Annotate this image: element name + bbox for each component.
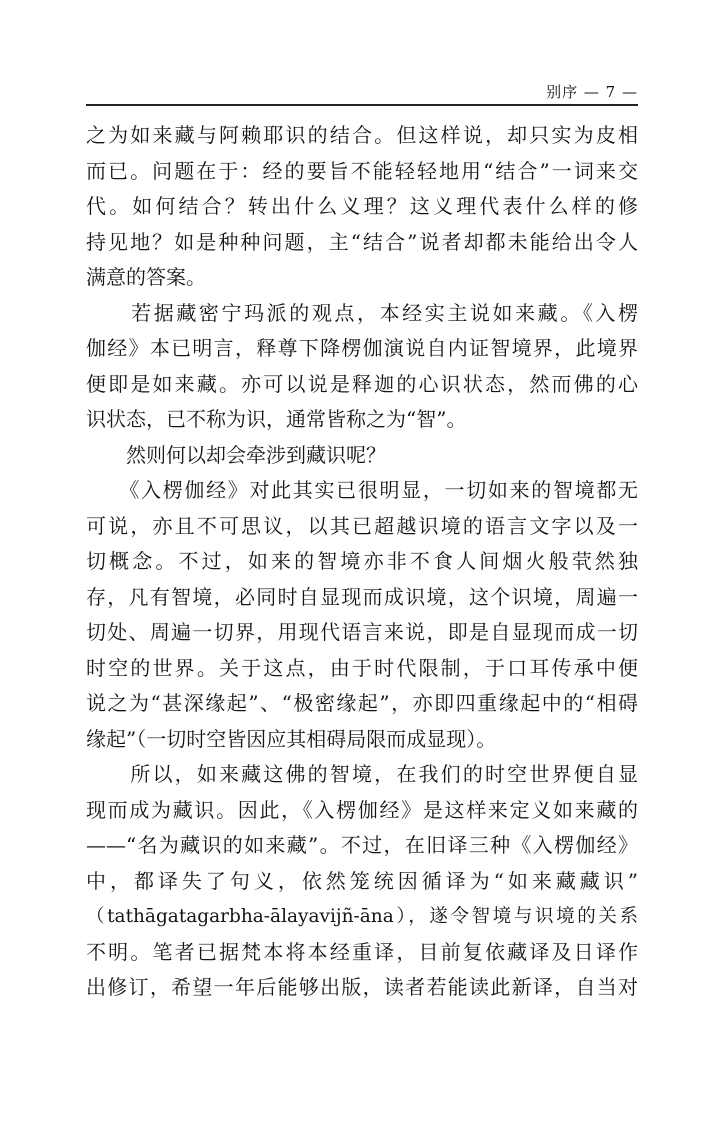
header-rule <box>86 104 638 106</box>
text-line: 说之为“甚深缘起”、“极密缘起”，亦即四重缘起中的“相碍 <box>86 691 638 715</box>
text-line: 便即是如来藏。亦可以说是释迦的心识状态，然而佛的心 <box>86 371 638 396</box>
running-head: 别序 — 7 — <box>546 83 638 101</box>
text-line: 若据藏密宁玛派的观点，本经实主说如来藏。《入楞 <box>86 300 638 325</box>
text-line: 然则何以却会牵涉到藏识呢？ <box>86 442 386 467</box>
text-line: （tathāgatagarbha-ālayavijñ-āna），遂令智境与识境的关系 <box>86 906 638 927</box>
body-text <box>86 118 638 1006</box>
text-line: 《入楞伽经》对此其实已很明显，一切如来的智境都无 <box>86 478 638 502</box>
text-line: 缘起”（一切时空皆因应其相碍局限而成显现）。 <box>86 726 497 751</box>
text-line: 之为如来藏与阿赖耶识的结合。但这样说，却只实为皮相 <box>86 123 638 147</box>
text-line: 代。如何结合？转出什么义理？这义理代表什么样的修 <box>86 194 638 218</box>
text-line: 切处、周遍一切界，用现代语言来说，即是自显现而成一切 <box>86 620 638 644</box>
text-line: 而已。问题在于：经的要旨不能轻轻地用“结合”一词来交 <box>86 158 638 183</box>
text-line: ——“名为藏识的如来藏”。不过，在旧译三种《入楞伽经》 <box>86 833 638 857</box>
text-line: 伽经》本已明言，释尊下降楞伽演说自内证智境界，此境界 <box>86 336 638 360</box>
text-line: 识状态，已不称为识，通常皆称之为“智”。 <box>86 407 467 431</box>
text-line: 现而成为藏识。因此，《入楞伽经》是这样来定义如来藏的 <box>86 797 638 822</box>
text-line: 不明。笔者已据梵本将本经重译，目前复依藏译及日译作 <box>86 939 638 964</box>
text-line: 持见地？如是种种问题，主“结合”说者却都未能给出令人 <box>86 229 638 254</box>
text-line: 切概念。不过，如来的智境亦非不食人间烟火般茕然独 <box>86 549 638 573</box>
text-line: 出修订，希望一年后能够出版，读者若能读此新译，自当对 <box>86 975 638 999</box>
text-line: 时空的世界。关于这点，由于时代限制，于口耳传承中便 <box>86 655 638 680</box>
text-line: 可说，亦且不可思议，以其已超越识境的语言文字以及一 <box>86 513 638 538</box>
text-line: 中，都译失了句义，依然笼统因循译为“如来藏藏识” <box>86 868 638 893</box>
text-line: 所以，如来藏这佛的智境，在我们的时空世界便自显 <box>86 762 638 786</box>
text-line: 满意的答案。 <box>86 265 206 289</box>
text-line: 存，凡有智境，必同时自显现而成识境，这个识境，周遍一 <box>86 584 638 609</box>
